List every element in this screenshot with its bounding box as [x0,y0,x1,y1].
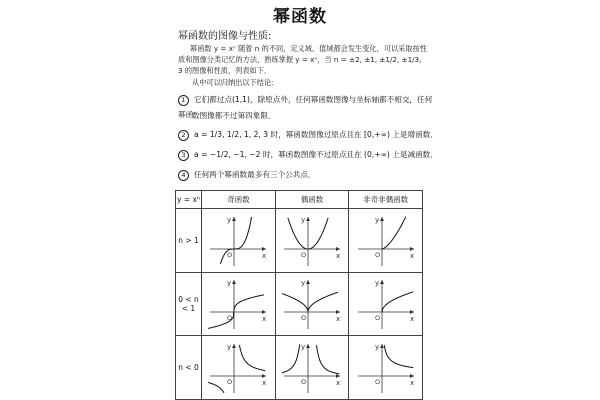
function-curve [316,345,339,374]
graph-even-n-gt-1 [275,209,349,273]
origin-label: O [227,314,233,323]
function-curve [208,295,267,329]
column-header-neither: 非奇非偶函数 [349,191,423,209]
x-arrow [262,374,266,378]
graph-svg [206,276,270,332]
x-arrow [410,310,414,314]
function-curve [208,382,224,392]
x-axis-label: x [409,378,414,387]
x-axis-label: x [262,378,267,387]
conclusion-4 [178,167,438,182]
y-arrow [306,217,310,221]
graph-svg [280,276,344,332]
number-badge: 3 [178,150,189,161]
conclusion-text: a = 1/3, 1/2, 1, 2, 3 时，幂函数图像过原点且在 [0,+∞) 上是增函数． [194,130,438,139]
graph-neither-0-lt-n-lt-1 [349,272,423,336]
x-axis-label: x [409,315,414,324]
conclusion-1-continued: 数图像都不过第四象限． [192,111,276,120]
conclusion-3 [178,147,438,162]
function-curve [240,345,266,371]
conclusion-2 [178,127,438,142]
x-axis-label: x [409,251,414,260]
function-curve [382,216,406,248]
graph-svg [354,276,418,332]
row-label-n-gt-1: n > 1 [176,209,202,273]
power-function-table [175,190,423,400]
conclusion-text: 它们都过点(1,1)，除原点外，任何幂函数图像与坐标轴都不相交，任何幂函 [178,95,433,119]
function-curve [221,217,252,264]
y-arrow [380,344,384,348]
y-arrow [380,280,384,284]
graph-svg [206,213,270,269]
x-arrow [336,310,340,314]
row-label-n-lt-0: n < 0 [176,336,202,400]
row-label-0-lt-n-lt-1: 0 < n < 1 [176,272,202,336]
y-arrow [306,280,310,284]
table-corner: y = xⁿ [176,191,202,209]
intro-line: 从中可以归纳出以下结论： [192,78,279,87]
column-header-odd: 奇函数 [202,191,276,209]
x-arrow [410,374,414,378]
graph-svg [354,213,418,269]
x-arrow [410,247,414,251]
function-curve [282,344,300,373]
origin-label: O [374,250,380,259]
y-arrow [380,217,384,221]
y-axis-label: y [227,215,232,224]
y-arrow [306,344,310,348]
x-arrow [262,310,266,314]
origin-label: O [374,377,380,386]
y-axis-label: y [374,215,379,224]
x-arrow [336,247,340,251]
graph-svg [206,340,270,396]
graph-odd-0-lt-n-lt-1 [202,272,276,336]
graph-svg [280,213,344,269]
graph-even-0-lt-n-lt-1 [275,272,349,336]
x-axis-label: x [335,378,341,387]
y-axis-label: y [300,342,306,351]
page-title: 幂函数 [273,7,327,27]
number-badge: 2 [178,130,189,141]
y-axis-label: y [300,215,306,224]
function-curve [382,292,413,312]
y-axis-label: y [300,279,306,288]
conclusion-text: a = −1/2, −1, −2 时，幂函数图像不过原点且在 (0,+∞) 上是减函数． [194,150,438,159]
y-arrow [232,280,236,284]
graph-odd-n-gt-1 [202,209,276,273]
origin-label: O [300,314,307,323]
function-curve [384,345,413,368]
graph-odd-n-lt-0 [202,336,276,400]
graph-even-n-lt-0 [275,336,349,400]
y-axis-label: y [227,279,232,288]
y-axis-label: y [227,342,232,351]
x-axis-label: x [262,315,267,324]
x-axis-label: x [335,315,341,324]
y-axis-label: y [374,342,379,351]
function-curve [282,293,338,312]
origin-label: O [300,250,307,259]
origin-label: O [300,377,307,386]
number-badge: 1 [178,95,189,106]
conclusion-text: 任何两个幂函数最多有三个公共点． [194,170,316,179]
x-arrow [262,247,266,251]
graph-svg [354,340,418,396]
origin-label: O [227,250,233,259]
x-axis-label: x [262,251,267,260]
graph-neither-n-lt-0 [349,336,423,400]
graph-neither-n-gt-1 [349,209,423,273]
origin-label: O [227,377,233,386]
y-axis-label: y [374,279,379,288]
definition-paragraph: 幂函数 y = xⁿ 随着 n 的不同，定义域、值域都会发生变化，可以采取按性质和图像分类记忆的方法，熟练掌握 y = xⁿ，当 n = ±2, ±1, ±1/2, ±1/3, 3 的图像和性质，列表如下． [178,44,427,75]
y-arrow [232,344,236,348]
y-arrow [232,217,236,221]
x-arrow [336,374,340,378]
x-axis-label: x [335,251,341,260]
section-heading: 幂函数的图像与性质: [178,31,272,42]
graph-svg [280,340,344,396]
origin-label: O [374,314,380,323]
column-header-even: 偶函数 [275,191,349,209]
number-badge: 4 [178,170,189,181]
